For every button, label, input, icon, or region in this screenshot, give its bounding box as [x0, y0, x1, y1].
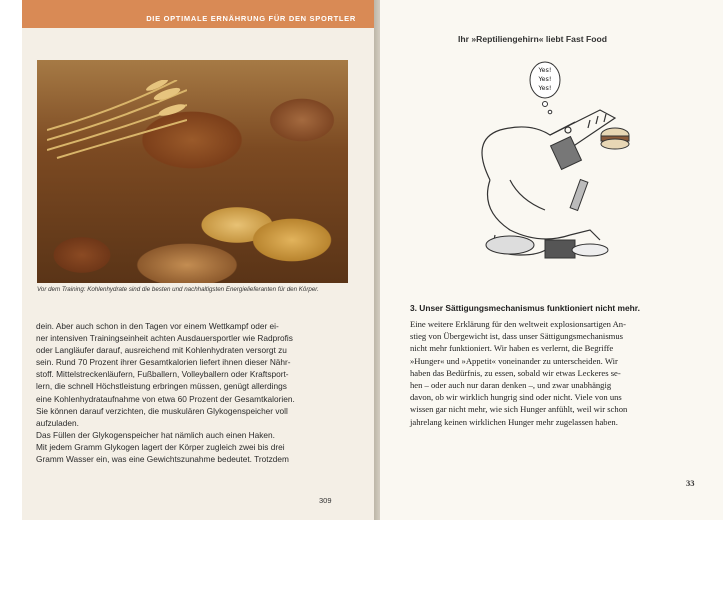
left-body-text: [36, 320, 354, 465]
text-line: lern, die schnell Höchstleistung erbringen müssen, genügt allerdings: [36, 381, 287, 392]
bubble-text: Yes!: [538, 84, 552, 92]
text-line: hen – oder auch nur daran denken –, und zwar unabhängig: [410, 380, 612, 391]
bubble-text: Yes!: [538, 75, 552, 83]
right-page: [380, 0, 723, 520]
text-line: jahrelang keinen wirklichen Hunger mehr zugelassen haben.: [410, 416, 618, 427]
photo-caption: Vor dem Training: Kohlenhydrate sind die besten und nachhaltigsten Energielieferanten für den Körper.: [37, 286, 319, 293]
text-line: haben das Bedürfnis, zu essen, sobald wir etwas Leckeres se-: [410, 367, 621, 378]
burger-icon: [601, 128, 629, 149]
section-heading: 3. Unser Sättigungsmechanismus funktioniert nicht mehr.: [410, 303, 640, 313]
text-line: stoff. Mittelstreckenläufern, Fußballern, Volleyballern oder Kraftsport-: [36, 369, 289, 380]
crocodile-drawing: [482, 110, 615, 255]
fries-box-icon: [551, 137, 582, 170]
page-number: 33: [686, 478, 695, 488]
text-line: ner intensiven Trainingseinheit achten Ausdauersportler wie Radprofis: [36, 333, 293, 344]
right-body-text: [410, 318, 695, 428]
running-header: DIE OPTIMALE ERNÄHRUNG FÜR DEN SPORTLER: [146, 14, 356, 23]
crocodile-illustration: [450, 60, 650, 270]
text-line: davon, ob wir wirklich hungrig sind oder nicht. Viele von uns: [410, 392, 622, 403]
text-line: nicht mehr funktioniert. Wir haben es verlernt, die Begriffe: [410, 343, 614, 354]
page-number: 309: [319, 496, 332, 505]
speech-bubble: [530, 62, 560, 114]
text-line: oder Langläufer darauf, ausreichend mit Kohlenhydraten versorgt zu: [36, 345, 287, 356]
text-line: sein. Rund 70 Prozent ihrer Gesamtkalorien liefert ihnen dieser Nähr-: [36, 357, 291, 368]
page-title: Ihr »Reptiliengehirn« liebt Fast Food: [458, 34, 607, 44]
text-line: Mit jedem Gramm Glykogen lagert der Körper zugleich zwei bis drei: [36, 441, 285, 452]
text-line: aufzuladen.: [36, 417, 79, 428]
wheat-stalks: [47, 80, 187, 160]
text-line: Das Füllen der Glykogenspeicher hat nämlich auch einen Haken.: [36, 429, 275, 440]
food-pile: [486, 180, 608, 258]
bread-photo: [37, 60, 348, 283]
text-line: Sie können darauf verzichten, die muskulären Glykogenspeicher voll: [36, 405, 288, 416]
text-line: Gramm Wasser ein, was eine Gewichtszunahme bedeutet. Trotzdem: [36, 454, 289, 465]
left-page: [22, 0, 378, 520]
text-line: dein. Aber auch schon in den Tagen vor einem Wettkampf oder ei-: [36, 321, 279, 331]
text-line: wissen gar nicht mehr, wie sich Hunger anfühlt, weil wir schon: [410, 404, 628, 415]
text-line: eine Kohlenhydrataufnahme von etwa 60 Prozent der Gesamtkalorien.: [36, 393, 295, 404]
header-band: [22, 0, 378, 28]
bubble-text: Yes!: [538, 66, 552, 74]
text-line: »Hunger« und »Appetit« voneinander zu unterscheiden. Wir: [410, 355, 618, 366]
text-line: Eine weitere Erklärung für den weltweit explosionsartigen An-: [410, 319, 626, 329]
text-line: stieg von Übergewicht ist, dass unser Sättigungsmechanismus: [410, 331, 623, 342]
